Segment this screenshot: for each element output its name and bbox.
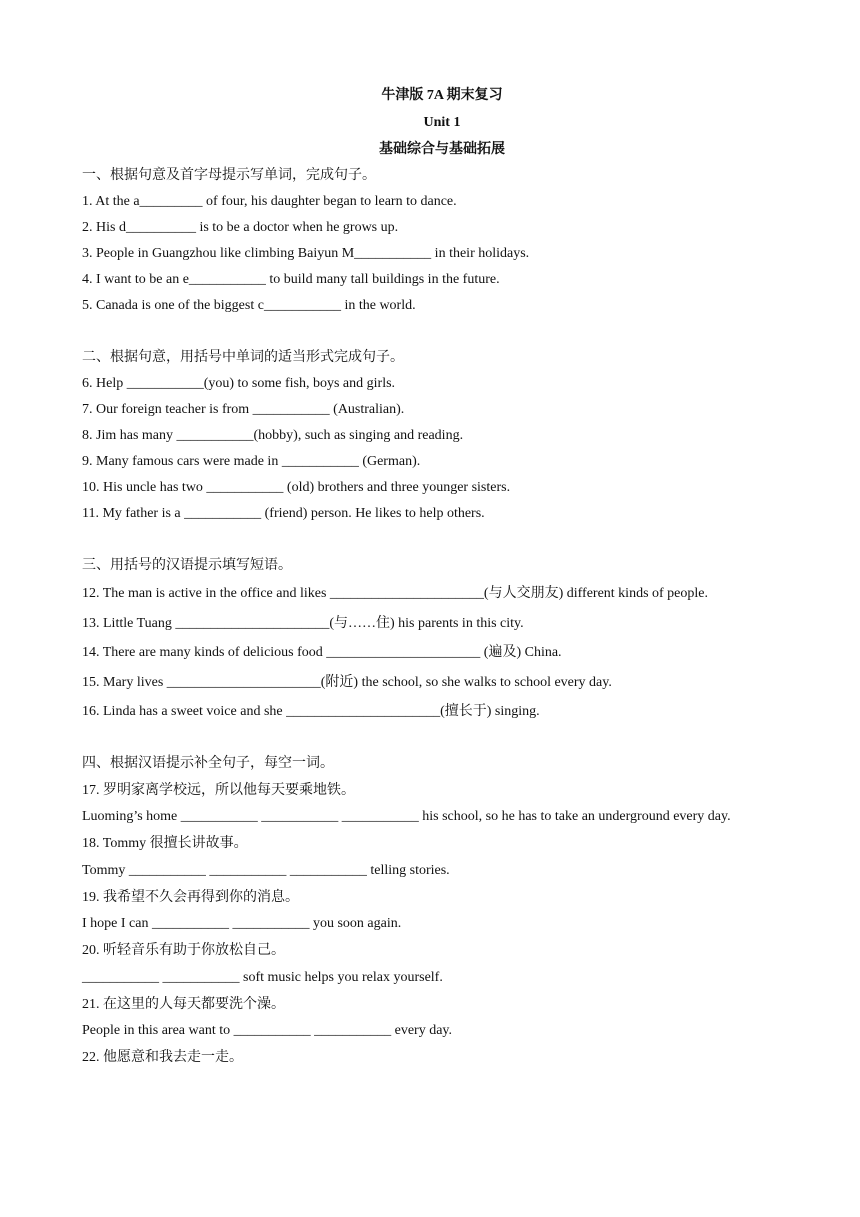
spacer [82,727,772,751]
question-14: 14. There are many kinds of delicious food ______________________ (遍及) China. [82,645,562,661]
unit-label: Unit 1 [423,115,461,130]
worksheet-page [82,82,772,1072]
question-17-sentence: Luoming’s home ___________ ___________ ___________ his school, so he has to take an underground every day. [82,809,731,825]
spacer [82,319,772,345]
section-4-heading: 四、根据汉语提示补全句子，每空一词。 [82,755,334,771]
spacer [82,527,772,553]
worksheet-title: 牛津版 7A 期末复习 [381,88,503,103]
question-18-sentence: Tommy ___________ ___________ ___________ telling stories. [82,862,450,878]
question-11: 11. My father is a ___________ (friend) person. He likes to help others. [82,506,485,521]
question-10: 10. His uncle has two ___________ (old) brothers and three younger sisters. [82,480,511,495]
question-19-prompt: 19. 我希望不久会再得到你的消息。 [82,889,299,905]
question-12: 12. The man is active in the office and likes ______________________(与人交朋友) different kinds of people. [82,586,708,601]
question-5: 5. Canada is one of the biggest c___________ in the world. [82,298,416,313]
question-7: 7. Our foreign teacher is from ___________ (Australian). [82,402,405,417]
question-8: 8. Jim has many ___________(hobby), such as singing and reading. [82,428,464,443]
section-2-heading: 二、根据句意，用括号中单词的适当形式完成句子。 [82,350,404,365]
question-21-sentence: People in this area want to ___________ ___________ every day. [82,1023,453,1039]
section-1-heading: 一、根据句意及首字母提示写单词，完成句子。 [82,168,376,183]
question-20-sentence: ___________ ___________ soft music helps you relax yourself. [82,969,443,985]
question-6: 6. Help ___________(you) to some fish, boys and girls. [82,376,396,391]
question-2: 2. His d__________ is to be a doctor when he grows up. [82,220,399,235]
question-13: 13. Little Tuang ______________________(与……住) his parents in this city. [82,615,524,631]
section-3-heading: 三、用括号的汉语提示填写短语。 [82,558,292,573]
question-16: 16. Linda has a sweet voice and she ______________________(擅长于) singing. [82,704,540,720]
question-19-sentence: I hope I can ___________ ___________ you soon again. [82,916,402,932]
worksheet-subtitle: 基础综合与基础拓展 [379,142,505,157]
question-9: 9. Many famous cars were made in ___________ (German). [82,454,421,469]
question-4: 4. I want to be an e___________ to build many tall buildings in the future. [82,272,500,287]
question-21-prompt: 21. 在这里的人每天都要洗个澡。 [82,996,285,1012]
question-3: 3. People in Guangzhou like climbing Baiyun M___________ in their holidays. [82,246,530,261]
question-17-prompt: 17. 罗明家离学校远，所以他每天要乘地铁。 [82,782,355,798]
question-20-prompt: 20. 听轻音乐有助于你放松自己。 [82,943,285,959]
question-15: 15. Mary lives ______________________(附近) the school, so she walks to school every day. [82,674,612,690]
question-18-prompt: 18. Tommy 很擅长讲故事。 [82,836,248,852]
question-22-prompt: 22. 他愿意和我去走一走。 [82,1050,243,1066]
question-1: 1. At the a_________ of four, his daughter began to learn to dance. [82,194,457,209]
